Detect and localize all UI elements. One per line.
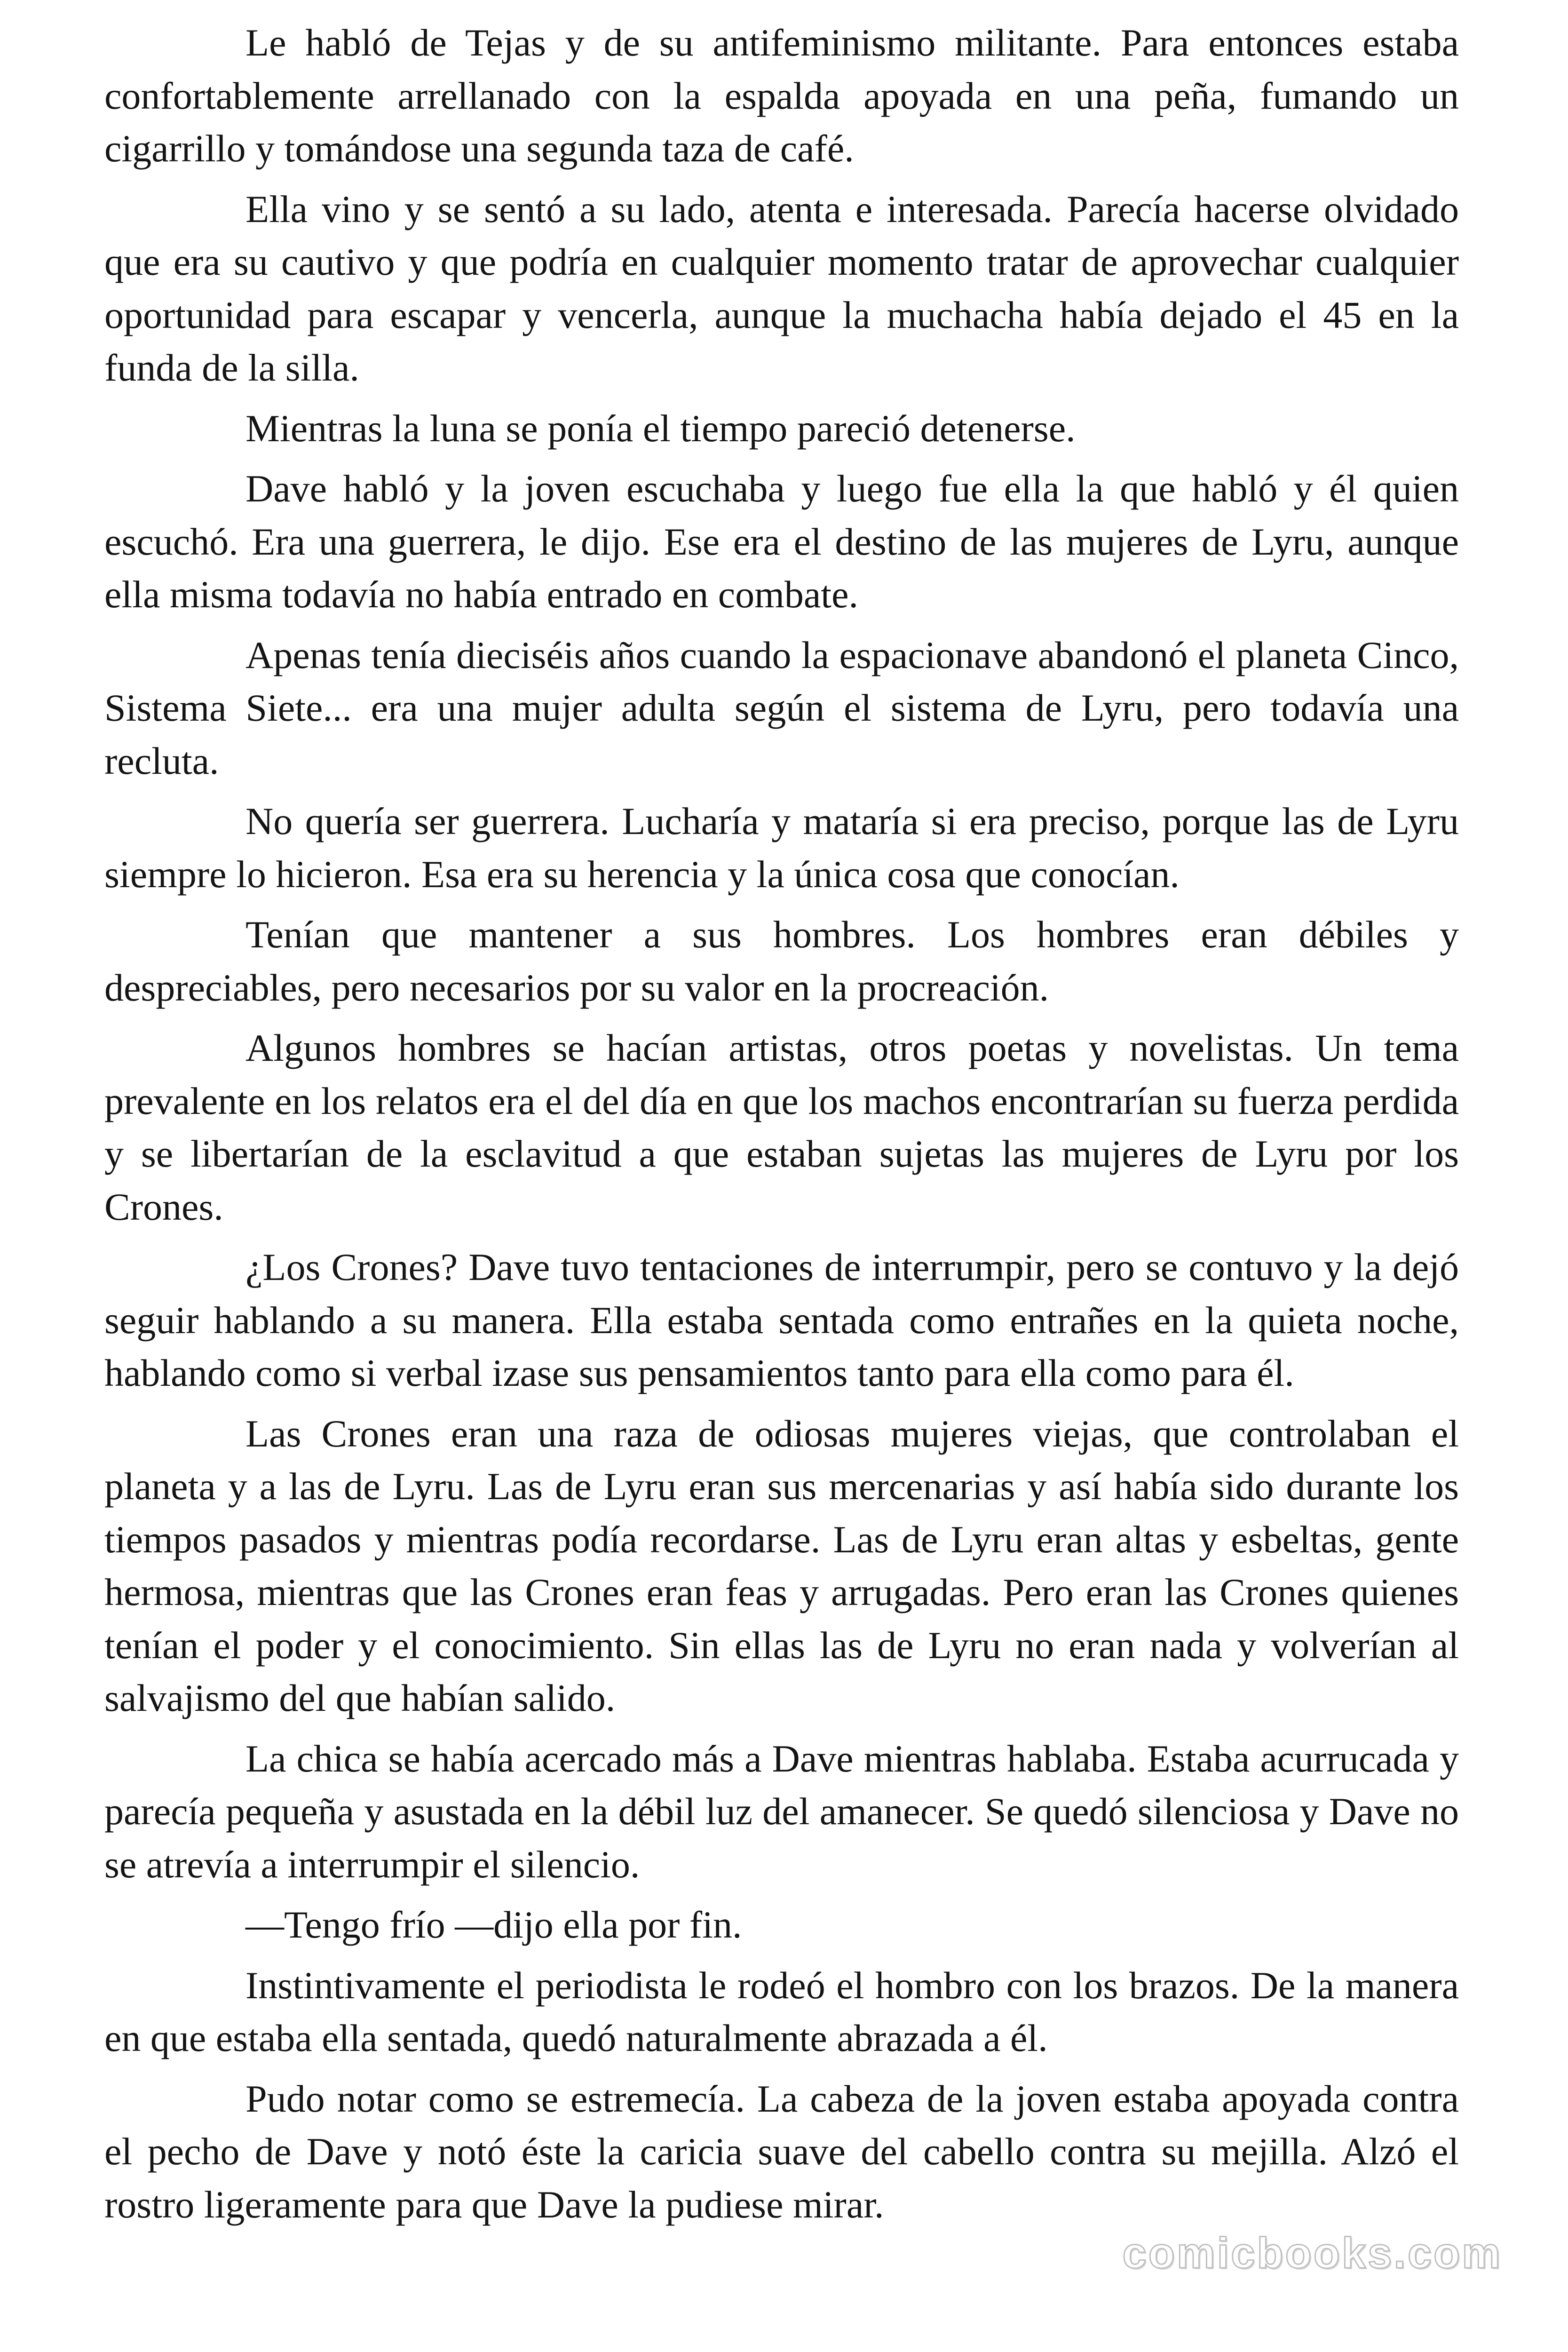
paragraph: Pudo notar como se estremecía. La cabeza de la joven estaba apoyada contra el pecho de Dave y notó éste la caricia suave del cabello contra su mejilla. Alzó el rostro ligeramente para que Dave la pudiese mirar. [104, 2077, 1459, 2226]
paragraph: Las Crones eran una raza de odiosas mujeres viejas, que controlaban el planeta y a las de Lyru. Las de Lyru eran sus mercenarias y así había sido durante los tiempos pasados y mientras podía recordarse. Las de Lyru eran altas y esbeltas, gente hermosa, mientras que las Crones eran feas y arrugadas. Pero eran las Crones quienes tenían el poder y el conocimiento. Sin ellas las de Lyru no eran nada y volverían al salvajismo del que habían salido. [104, 1412, 1459, 1719]
paragraph: Ella vino y se sentó a su lado, atenta e interesada. Parecía hacerse olvidado que era su cautivo y que podría en cualquier momento tratar de aprovechar cualquier oportunidad para escapar y vencerla, aunque la muchacha había dejado el 45 en la funda de la silla. [104, 187, 1459, 389]
watermark: comicbooks.com [1122, 2229, 1502, 2277]
paragraph: Tenían que mantener a sus hombres. Los hombres eran débiles y despreciables, pero necesarios por su valor en la procreación. [104, 913, 1459, 1009]
paragraph: Dave habló y la joven escuchaba y luego fue ella la que habló y él quien escuchó. Era una guerrera, le dijo. Ese era el destino de las mujeres de Lyru, aunque ella misma todavía no había entrado en combate. [104, 467, 1459, 616]
paragraph: Mientras la luna se ponía el tiempo pareció detenerse. [245, 406, 1076, 450]
paragraph: Apenas tenía dieciséis años cuando la espacionave abandonó el planeta Cinco, Sistema Siete... era una mujer adulta según el sistema de Lyru, pero todavía una recluta. [104, 633, 1459, 782]
body-text [104, 16, 1459, 2239]
paragraph: Instintivamente el periodista le rodeó el hombro con los brazos. De la manera en que estaba ella sentada, quedó naturalmente abrazada a él. [104, 1963, 1459, 2059]
paragraph: Algunos hombres se hacían artistas, otros poetas y novelistas. Un tema prevalente en los relatos era el del día en que los machos encontrarían su fuerza perdida y se libertarían de la esclavitud a que estaban sujetas las mujeres de Lyru por los Crones. [104, 1026, 1459, 1228]
paragraph: ¿Los Crones? Dave tuvo tentaciones de interrumpir, pero se contuvo y la dejó seguir hablando a su manera. Ella estaba sentada como entrañes en la quieta noche, hablando como si verbal izase sus pensamientos tanto para ella como para él. [104, 1246, 1459, 1394]
paragraph: La chica se había acercado más a Dave mientras hablaba. Estaba acurrucada y parecía pequeña y asustada en la débil luz del amanecer. Se quedó silenciosa y Dave no se atrevía a interrumpir el silencio. [104, 1737, 1459, 1886]
paragraph: Le habló de Tejas y de su antifeminismo militante. Para entonces estaba confortablemente arrellanado con la espalda apoyada en una peña, fumando un cigarrillo y tomándose una segunda taza de café. [104, 21, 1459, 170]
paragraph: No quería ser guerrera. Lucharía y mataría si era preciso, porque las de Lyru siempre lo hicieron. Esa era su herencia y la única cosa que conocían. [104, 800, 1459, 896]
paragraph: —Tengo frío —dijo ella por fin. [245, 1903, 742, 1946]
